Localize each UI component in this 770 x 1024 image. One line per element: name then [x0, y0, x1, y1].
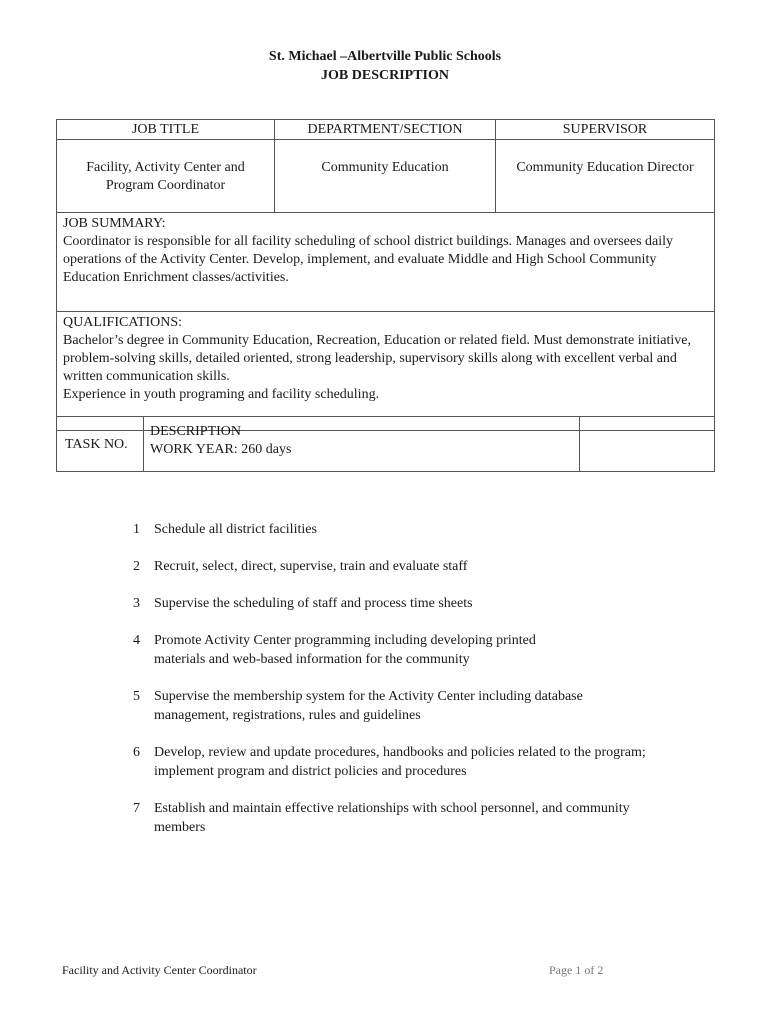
task-list	[128, 520, 708, 855]
task-text-line-2: implement program and district policies and procedures	[154, 764, 467, 779]
footer-page-number: Page 1 of 2	[549, 963, 604, 977]
task-header-table	[56, 416, 715, 472]
task-text-line-1: Promote Activity Center programming including developing printed	[154, 633, 536, 648]
task-number-header: TASK NO.	[57, 417, 144, 472]
work-year: WORK YEAR: 260 days	[150, 442, 292, 457]
task-text	[154, 687, 708, 725]
task-description-header	[144, 417, 580, 472]
list-item	[128, 799, 708, 837]
list-item	[128, 687, 708, 725]
task-number: 6	[133, 745, 140, 760]
supervisor-header: SUPERVISOR	[496, 120, 715, 140]
organization-name: St. Michael –Albertville Public Schools	[268, 49, 502, 64]
job-summary-text: Coordinator is responsible for all facility scheduling of school district buildings. Manages and oversees daily operations of the Activity Center. Develop, implement, and evaluate Middle and High School Community Education Enrichment classes/activities.	[63, 234, 674, 285]
task-text	[154, 631, 708, 669]
task-text: Schedule all district facilities	[154, 522, 317, 537]
task-text-line-1: Establish and maintain effective relationships with school personnel, and community	[154, 801, 630, 816]
list-item	[128, 520, 708, 539]
list-item	[128, 594, 708, 613]
qualifications-experience: Experience in youth programing and facility scheduling.	[63, 387, 380, 402]
task-text-line-2: management, registrations, rules and guidelines	[154, 708, 421, 723]
supervisor-value: Community Education Director	[496, 140, 715, 213]
document-title: JOB DESCRIPTION	[321, 68, 449, 83]
task-text-line-1: Develop, review and update procedures, handbooks and policies related to the program;	[154, 745, 646, 760]
list-item	[128, 631, 708, 669]
description-label: DESCRIPTION	[150, 424, 242, 439]
list-item	[128, 557, 708, 576]
task-number: 3	[133, 596, 140, 611]
document-header	[0, 47, 770, 85]
footer-document-name: Facility and Activity Center Coordinator	[62, 963, 257, 977]
task-text	[154, 743, 708, 781]
task-number: 5	[133, 689, 140, 704]
department-value: Community Education	[275, 140, 496, 213]
job-summary-label: JOB SUMMARY:	[63, 216, 166, 231]
job-info-table	[56, 119, 715, 431]
task-text	[154, 799, 708, 837]
task-extra-cell	[580, 417, 715, 472]
task-text: Supervise the scheduling of staff and process time sheets	[154, 596, 473, 611]
job-title-line-1: Facility, Activity Center and	[86, 160, 245, 175]
job-title-line-2: Program Coordinator	[105, 178, 226, 193]
task-text: Recruit, select, direct, supervise, train and evaluate staff	[154, 559, 468, 574]
task-number: 4	[133, 633, 140, 648]
task-text-line-2: members	[154, 820, 206, 835]
task-number: 1	[133, 522, 140, 537]
qualifications-label: QUALIFICATIONS:	[63, 315, 182, 330]
qualifications-text: Bachelor’s degree in Community Education, Recreation, Education or related field. Must demonstrate initiative, problem-solving skills, detailed oriented, strong leadership, supervisory skills along with excellent verbal and written communication skills.	[63, 333, 692, 384]
task-text-line-2: materials and web-based information for the community	[154, 652, 470, 667]
list-item	[128, 743, 708, 781]
task-number: 2	[133, 559, 140, 574]
department-header: DEPARTMENT/SECTION	[275, 120, 496, 140]
job-title-header: JOB TITLE	[57, 120, 275, 140]
task-text-line-1: Supervise the membership system for the Activity Center including database	[154, 689, 583, 704]
job-summary-section	[57, 213, 715, 312]
task-number: 7	[133, 801, 140, 816]
job-title-value	[57, 140, 275, 213]
qualifications-section	[57, 312, 715, 431]
